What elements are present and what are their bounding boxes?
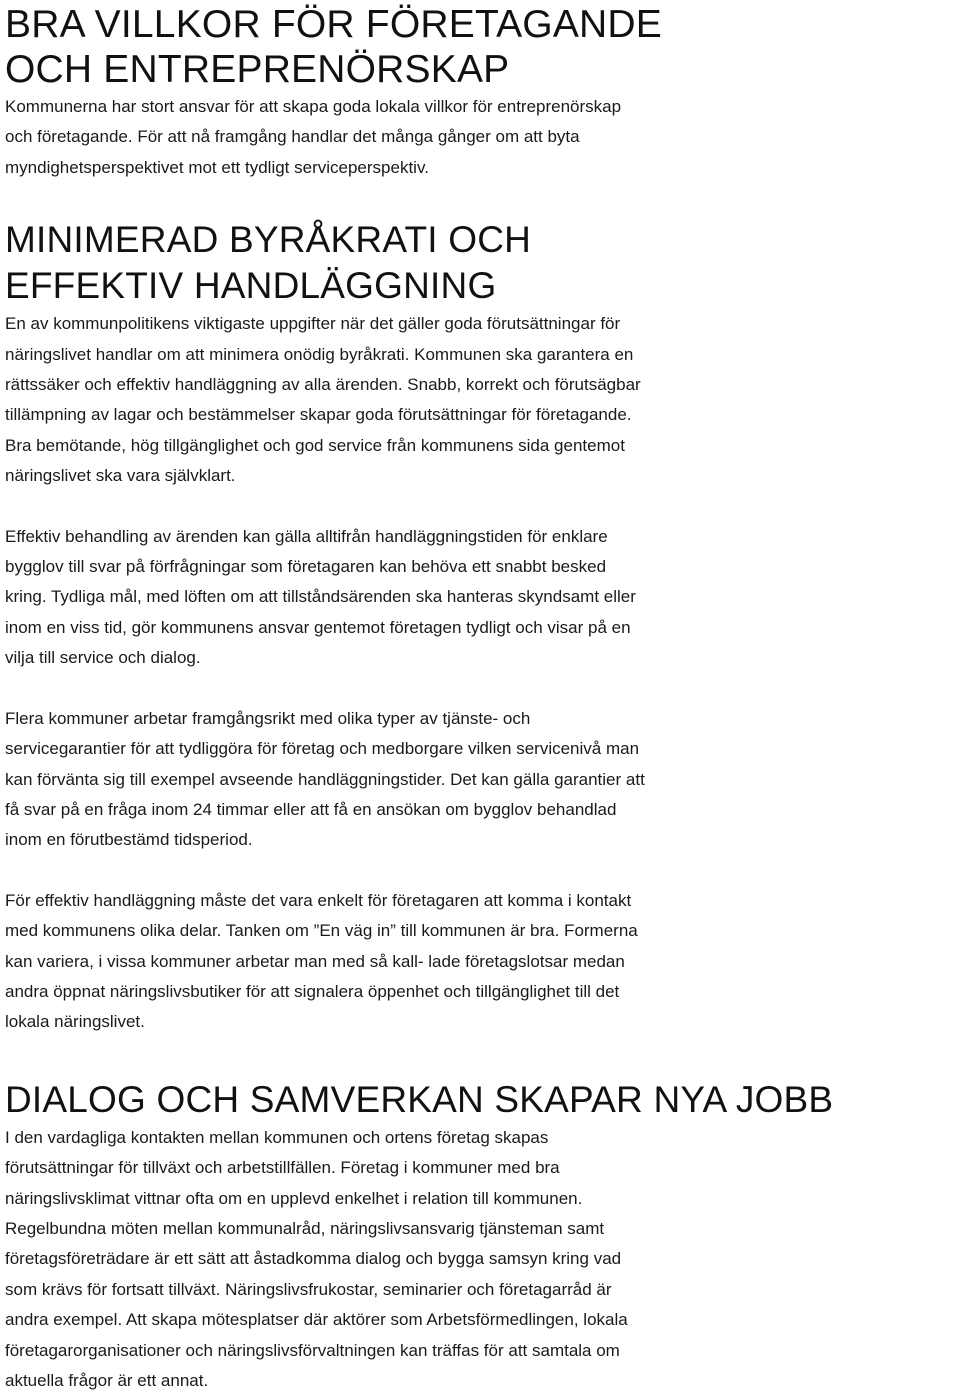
text-line: kan förvänta sig till exempel avseende handläggningstider. Det kan gälla garantier att: [5, 769, 645, 789]
text-line: bygglov till svar på förfrågningar som företagaren kan behöva ett snabbt besked: [5, 557, 607, 577]
paragraph: [5, 1123, 957, 1397]
text-line: företagsföreträdare är ett sätt att åstadkomma dialog och bygga samsyn kring vad: [5, 1249, 622, 1269]
text-line: vilja till service och dialog.: [5, 648, 201, 668]
section-heading: [5, 0, 957, 92]
text-line: kring. Tydliga mål, med löften om att tillståndsärenden ska hanteras skyndsamt eller: [5, 587, 636, 607]
text-line: andra öppnat näringslivsbutiker för att signalera öppenhet och tillgänglighet till det: [5, 981, 620, 1001]
document-page: [5, 0, 957, 1396]
text-line: företagarorganisationer och näringslivsförvaltningen kan träffas för att samtala om: [5, 1340, 620, 1360]
text-line: med kommunens olika delar. Tanken om ”En väg in” till kommunen är bra. Formerna: [5, 921, 638, 941]
heading-line: MINIMERAD BYRÅKRATI OCH: [5, 219, 532, 261]
text-line: aktuella frågor är ett annat.: [5, 1371, 209, 1390]
text-line: näringslivet handlar om att minimera onödig byråkrati. Kommunen ska garantera en: [5, 344, 634, 364]
paragraph-gap: [5, 674, 957, 704]
section-bra-villkor: [5, 0, 957, 183]
text-line: Regelbundna möten mellan kommunalråd, näringslivsansvarig tjänsteman samt: [5, 1218, 605, 1238]
text-line: För effektiv handläggning måste det vara enkelt för företagaren att komma i kontakt: [5, 890, 632, 910]
paragraph: [5, 309, 957, 491]
paragraph: [5, 522, 957, 674]
paragraph: [5, 704, 957, 856]
section-minimerad-byrakrati: [5, 217, 957, 1038]
section-dialog-samverkan: [5, 1077, 957, 1397]
text-line: få svar på en fråga inom 24 timmar eller att få en ansökan om bygglov behandlad: [5, 799, 617, 819]
text-line: som krävs för fortsatt tillväxt. Näringslivsfrukostar, seminarier och företagarråd är: [5, 1279, 612, 1299]
text-line: kan variera, i vissa kommuner arbetar man med så kall- lade företagslotsar medan: [5, 951, 625, 971]
section-heading: [5, 217, 957, 309]
text-line: näringslivsklimat vittnar ofta om en upplevd enkelhet i relation till kommunen.: [5, 1188, 583, 1208]
section-heading: [5, 1077, 957, 1123]
text-line: inom en viss tid, gör kommunens ansvar gentemot företagen tydligt och visar på en: [5, 617, 631, 637]
text-line: Kommunerna har stort ansvar för att skapa goda lokala villkor för entreprenörskap: [5, 97, 622, 116]
text-line: tillämpning av lagar och bestämmelser skapar goda förutsättningar för företagande.: [5, 405, 632, 425]
text-line: förutsättningar för tillväxt och arbetstillfällen. Företag i kommuner med bra: [5, 1158, 560, 1178]
text-line: rättssäker och effektiv handläggning av alla ärenden. Snabb, korrekt och förutsägbar: [5, 375, 641, 395]
text-line: andra exempel. Att skapa mötesplatser där aktörer som Arbetsförmedlingen, lokala: [5, 1310, 628, 1330]
text-line: lokala näringslivet.: [5, 1012, 145, 1032]
text-line: myndighetsperspektivet mot ett tydligt serviceperspektiv.: [5, 157, 429, 177]
text-line: Effektiv behandling av ärenden kan gälla alltifrån handläggningstiden för enklare: [5, 526, 608, 546]
text-line: I den vardagliga kontakten mellan kommunen och ortens företag skapas: [5, 1127, 549, 1147]
heading-line: EFFEKTIV HANDLÄGGNING: [5, 265, 497, 307]
paragraph-gap: [5, 492, 957, 522]
text-line: och företagande. För att nå framgång handlar det många gånger om att byta: [5, 127, 580, 147]
paragraph: [5, 92, 957, 183]
heading-line: DIALOG OCH SAMVERKAN SKAPAR NYA JOBB: [5, 1078, 834, 1120]
text-line: näringslivet ska vara självklart.: [5, 466, 236, 486]
text-line: En av kommunpolitikens viktigaste uppgifter när det gäller goda förutsättningar för: [5, 314, 621, 334]
text-line: Flera kommuner arbetar framgångsrikt med olika typer av tjänste- och: [5, 708, 531, 728]
heading-line: BRA VILLKOR FÖR FÖRETAGANDE: [5, 3, 662, 46]
paragraph-gap: [5, 856, 957, 886]
paragraph: [5, 886, 957, 1038]
text-line: servicegarantier för att tydliggöra för företag och medborgare vilken servicenivå man: [5, 739, 640, 759]
text-line: Bra bemötande, hög tillgänglighet och god service från kommunens sida gentemot: [5, 435, 625, 455]
text-line: inom en förutbestämd tidsperiod.: [5, 830, 253, 850]
heading-line: OCH ENTREPRENÖRSKAP: [5, 48, 510, 91]
